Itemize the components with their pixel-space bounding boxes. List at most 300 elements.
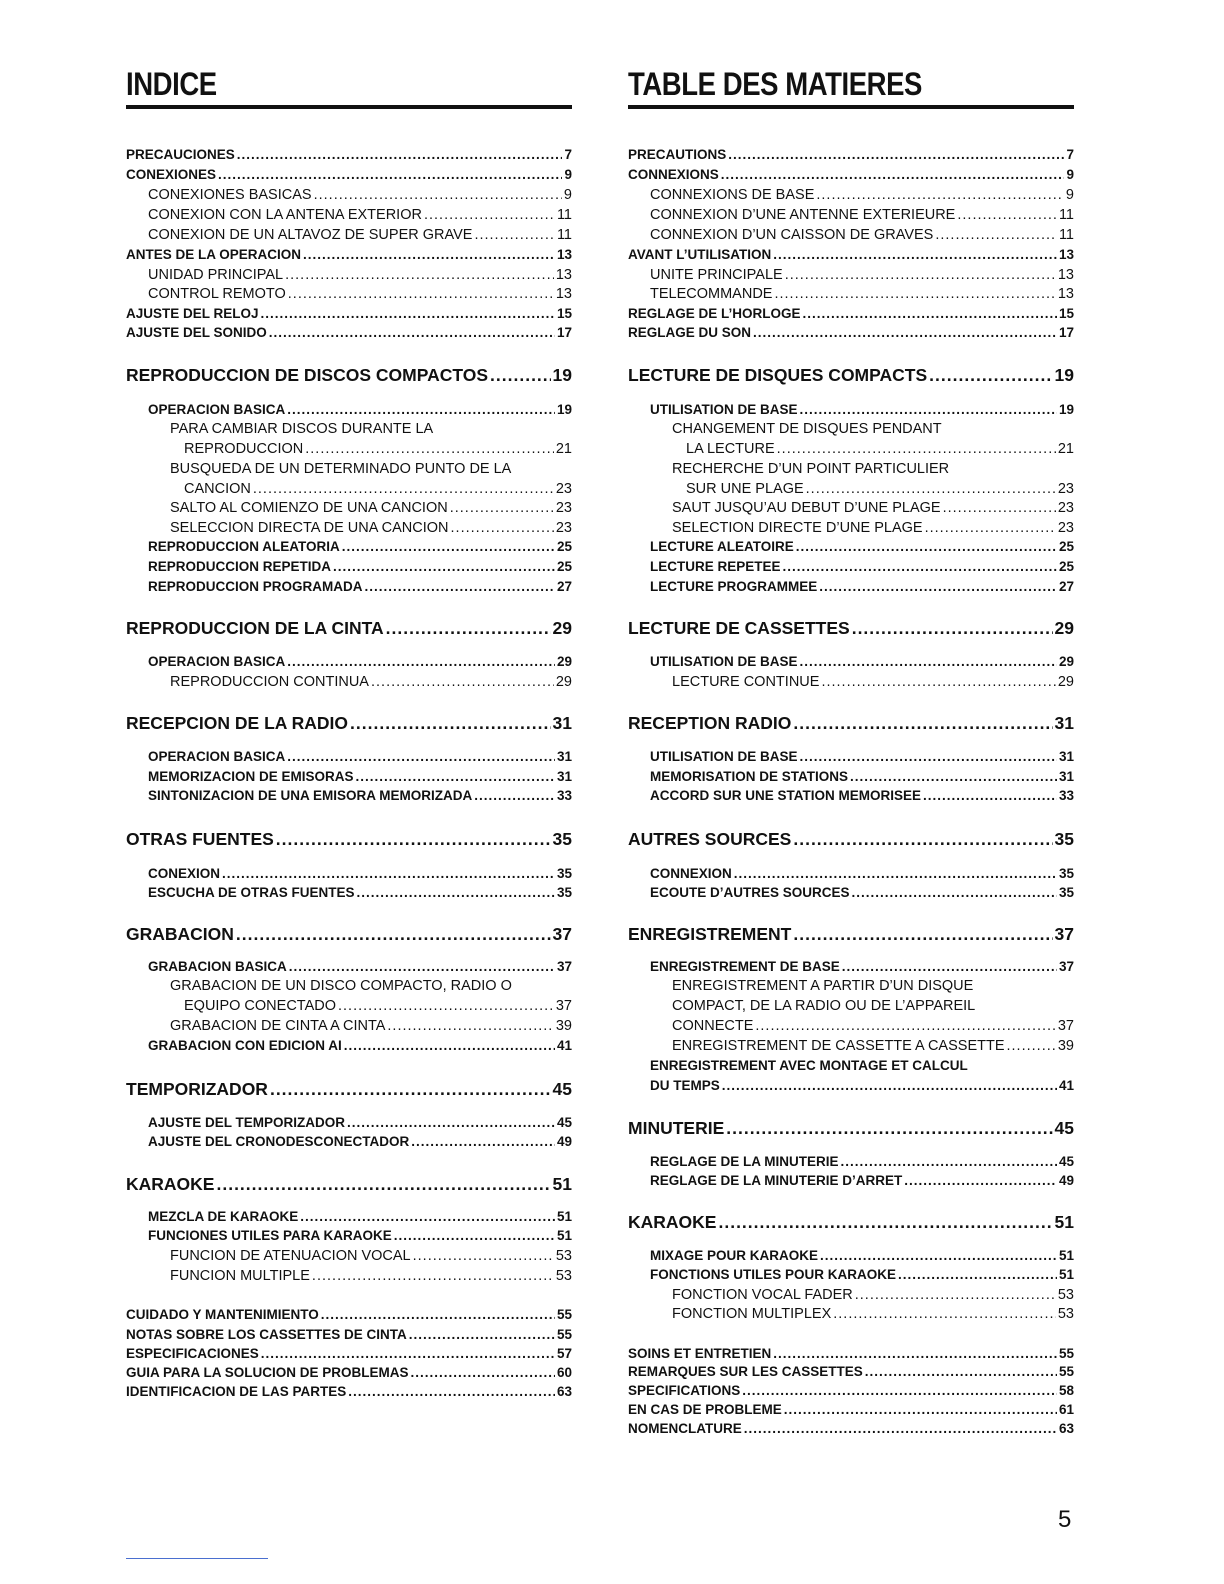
toc-dot-leader bbox=[253, 479, 554, 499]
toc-entry-title: LECTURE REPETEE bbox=[650, 559, 781, 574]
toc-entry-title: TEMPORIZADOR bbox=[126, 1079, 268, 1099]
toc-page-number: 19 bbox=[552, 365, 572, 385]
toc-dot-leader bbox=[287, 652, 555, 672]
toc-entry bbox=[650, 786, 1074, 806]
toc-dot-leader bbox=[218, 165, 562, 185]
toc-section-heading bbox=[628, 922, 1074, 946]
toc-entry bbox=[650, 265, 1074, 285]
toc-dot-leader bbox=[833, 1304, 1056, 1324]
toc-dot-leader bbox=[269, 323, 555, 343]
toc-page-number: 51 bbox=[1054, 1212, 1074, 1232]
toc-entry-title: REMARQUES SUR LES CASSETTES bbox=[628, 1364, 863, 1379]
toc-entry-title: FUNCION MULTIPLE bbox=[170, 1268, 310, 1284]
toc-dot-leader bbox=[237, 145, 563, 165]
toc-page-number: 51 bbox=[1058, 1248, 1074, 1263]
toc-entry bbox=[148, 205, 572, 225]
toc-dot-leader bbox=[261, 304, 555, 324]
toc-entry-title: OPERACION BASICA bbox=[148, 654, 286, 669]
toc-dot-leader bbox=[450, 498, 554, 518]
toc-entry-title: MEMORIZACION DE EMISORAS bbox=[148, 769, 354, 784]
toc-entry-title: GRABACION bbox=[126, 924, 234, 944]
toc-dot-leader bbox=[852, 616, 1053, 640]
toc-entry-title: OPERACION BASICA bbox=[148, 749, 286, 764]
toc-page-number: 25 bbox=[1058, 539, 1074, 554]
toc-page-number: 25 bbox=[556, 539, 572, 554]
toc-entry-title: KARAOKE bbox=[126, 1174, 215, 1194]
toc-dot-leader bbox=[777, 439, 1056, 459]
toc-entry-title: AJUSTE DEL RELOJ bbox=[126, 306, 259, 321]
toc-dot-leader bbox=[783, 557, 1057, 577]
toc-entry bbox=[126, 245, 572, 265]
toc-page-number: 31 bbox=[1058, 769, 1074, 784]
toc-page-number: 45 bbox=[552, 1079, 572, 1099]
toc-dot-leader bbox=[474, 225, 555, 245]
toc-entry bbox=[650, 747, 1074, 767]
toc-entry-title: ENREGISTREMENT A PARTIR D’UN DISQUE bbox=[672, 978, 974, 994]
toc-dot-leader bbox=[270, 1077, 551, 1101]
toc-entry-title: LECTURE DE DISQUES COMPACTS bbox=[628, 365, 928, 385]
toc-dot-leader bbox=[816, 185, 1064, 205]
toc-dot-leader bbox=[957, 205, 1057, 225]
toc-dot-leader bbox=[303, 245, 555, 265]
toc-entry-title: SELECTION DIRECTE D’UNE PLAGE bbox=[672, 520, 923, 536]
toc-entry bbox=[148, 1226, 572, 1246]
toc-entry bbox=[148, 652, 572, 672]
footer-rule bbox=[126, 1558, 268, 1559]
toc-dot-leader bbox=[216, 1172, 550, 1196]
toc-entry-title: PARA CAMBIAR DISCOS DURANTE LA bbox=[170, 421, 434, 437]
toc-dot-leader bbox=[819, 577, 1057, 597]
toc-dot-leader bbox=[855, 1285, 1056, 1305]
toc-entry-title: AJUSTE DEL CRONODESCONECTADOR bbox=[148, 1134, 410, 1149]
toc-dot-leader bbox=[357, 883, 555, 903]
toc-dot-leader bbox=[474, 786, 555, 806]
toc-page-number: 31 bbox=[556, 749, 572, 764]
toc-dot-leader bbox=[800, 400, 1057, 420]
toc-entry-title: MEMORISATION DE STATIONS bbox=[650, 769, 848, 784]
toc-page-number: 19 bbox=[1058, 402, 1074, 417]
toc-dot-leader bbox=[321, 1305, 555, 1325]
toc-dot-leader bbox=[411, 1132, 555, 1152]
toc-entry bbox=[126, 1344, 572, 1364]
toc-entry bbox=[170, 976, 572, 996]
toc-entry bbox=[126, 1382, 572, 1402]
toc-entry bbox=[170, 498, 572, 518]
toc-entry-title: UTILISATION DE BASE bbox=[650, 402, 798, 417]
toc-dot-leader bbox=[356, 767, 555, 787]
toc-dot-leader bbox=[865, 1362, 1057, 1382]
toc-dot-leader bbox=[342, 537, 555, 557]
toc-dot-leader bbox=[411, 1363, 555, 1383]
toc-dot-leader bbox=[371, 672, 554, 692]
toc-dot-leader bbox=[726, 1116, 1052, 1140]
toc-entry-title: CONEXIONES BASICAS bbox=[148, 187, 312, 203]
toc-page-number: 29 bbox=[556, 654, 572, 669]
toc-dot-leader bbox=[312, 1266, 554, 1286]
toc-page-number: 15 bbox=[1058, 306, 1074, 321]
toc-dot-leader bbox=[722, 1076, 1057, 1096]
toc-entry bbox=[148, 185, 572, 205]
toc-entry-title: AVANT L’UTILISATION bbox=[628, 247, 772, 262]
toc-page-number: 23 bbox=[555, 520, 572, 536]
toc-page-number: 35 bbox=[1058, 866, 1074, 881]
toc-dot-leader bbox=[451, 518, 554, 538]
toc-entry bbox=[126, 1363, 572, 1383]
toc-page-number: 39 bbox=[1057, 1038, 1074, 1054]
toc-entry bbox=[628, 165, 1074, 185]
toc-page-number: 53 bbox=[1057, 1306, 1074, 1322]
toc-page-number: 51 bbox=[556, 1209, 572, 1224]
toc-page-number: 11 bbox=[1058, 207, 1074, 223]
toc-entry bbox=[672, 459, 1074, 479]
toc-section-heading bbox=[628, 363, 1074, 387]
toc-dot-leader bbox=[350, 711, 551, 735]
toc-dot-leader bbox=[261, 1344, 555, 1364]
toc-entry bbox=[148, 537, 572, 557]
toc-page-number: 7 bbox=[564, 147, 572, 162]
toc-entry bbox=[126, 1305, 572, 1325]
toc-entry bbox=[672, 1036, 1074, 1056]
toc-entry bbox=[126, 1325, 572, 1345]
toc-entry bbox=[650, 864, 1074, 884]
toc-dot-leader bbox=[850, 767, 1057, 787]
toc-entry bbox=[650, 1246, 1074, 1266]
toc-entry-title: FUNCION DE ATENUACION VOCAL bbox=[170, 1248, 411, 1264]
toc-page-number: 31 bbox=[556, 769, 572, 784]
toc-entry-title: ENREGISTREMENT AVEC MONTAGE ET CALCUL bbox=[650, 1058, 968, 1073]
toc-entry bbox=[170, 1246, 572, 1266]
page-number: 5 bbox=[1058, 1506, 1072, 1533]
toc-page-number: 57 bbox=[556, 1346, 572, 1361]
toc-page-number: 45 bbox=[556, 1115, 572, 1130]
toc-page-number: 9 bbox=[1066, 167, 1074, 182]
toc-page-number: 29 bbox=[1054, 618, 1074, 638]
toc-page-number: 25 bbox=[1058, 559, 1074, 574]
toc-dot-leader bbox=[490, 363, 551, 387]
toc-page-number: 55 bbox=[1058, 1346, 1074, 1361]
toc-entry-title: FONCTION VOCAL FADER bbox=[672, 1287, 853, 1303]
toc-entry-title: PRECAUTIONS bbox=[628, 147, 727, 162]
toc-page-number: 11 bbox=[1058, 227, 1074, 243]
toc-page-number: 23 bbox=[555, 500, 572, 516]
toc-entry-title: GRABACION BASICA bbox=[148, 959, 287, 974]
toc-entry bbox=[672, 996, 1074, 1016]
toc-entry-title: UTILISATION DE BASE bbox=[650, 749, 798, 764]
toc-entry bbox=[628, 145, 1074, 165]
toc-entry-title: CONEXION CON LA ANTENA EXTERIOR bbox=[148, 207, 422, 223]
toc-dot-leader bbox=[842, 957, 1057, 977]
toc-dot-leader bbox=[285, 265, 554, 285]
toc-dot-leader bbox=[785, 265, 1056, 285]
toc-entry-title: RECEPCION DE LA RADIO bbox=[126, 713, 349, 733]
toc-page-number: 11 bbox=[556, 227, 572, 243]
toc-page-number: 29 bbox=[1058, 654, 1074, 669]
toc-entry-title: REGLAGE DE LA MINUTERIE bbox=[650, 1154, 839, 1169]
toc-entry-title: MIXAGE POUR KARAOKE bbox=[650, 1248, 819, 1263]
toc-section-heading bbox=[628, 616, 1074, 640]
toc-entry bbox=[650, 400, 1074, 420]
toc-entry-title: CONTROL REMOTO bbox=[148, 286, 286, 302]
toc-entry-title: ESCUCHA DE OTRAS FUENTES bbox=[148, 885, 355, 900]
toc-dot-leader bbox=[793, 827, 1052, 851]
toc-entry-title: CONNECTE bbox=[672, 1018, 754, 1034]
toc-page-number: 31 bbox=[1058, 749, 1074, 764]
toc-dot-leader bbox=[413, 1246, 554, 1266]
toc-dot-leader bbox=[852, 883, 1057, 903]
toc-entry-title: OPERACION BASICA bbox=[148, 402, 286, 417]
toc-entry-title: REPRODUCCION REPETIDA bbox=[148, 559, 332, 574]
toc-entry bbox=[170, 518, 572, 538]
toc-page-number: 13 bbox=[1057, 267, 1074, 283]
toc-entry bbox=[628, 1362, 1074, 1382]
toc-entry bbox=[148, 883, 572, 903]
toc-entry-title: CONNEXIONS DE BASE bbox=[650, 187, 815, 203]
toc-dot-leader bbox=[347, 1113, 555, 1133]
toc-page-number: 33 bbox=[1058, 788, 1074, 803]
toc-entry-title: ANTES DE LA OPERACION bbox=[126, 247, 302, 262]
toc-page-number: 23 bbox=[1057, 481, 1074, 497]
toc-section-heading bbox=[126, 616, 572, 640]
toc-entry bbox=[650, 1152, 1074, 1172]
toc-entry bbox=[628, 304, 1074, 324]
toc-page-number: 33 bbox=[556, 788, 572, 803]
toc-dot-leader bbox=[734, 864, 1057, 884]
toc-page-number: 60 bbox=[556, 1365, 572, 1380]
toc-page-number: 37 bbox=[1054, 924, 1074, 944]
toc-page-number: 45 bbox=[1054, 1118, 1074, 1138]
toc-entry-title: SINTONIZACION DE UNA EMISORA MEMORIZADA bbox=[148, 788, 473, 803]
toc-dot-leader bbox=[314, 185, 562, 205]
toc-page-number: 23 bbox=[1057, 520, 1074, 536]
toc-entry bbox=[184, 996, 572, 1016]
toc-page-number: 39 bbox=[555, 1018, 572, 1034]
toc-entry bbox=[148, 400, 572, 420]
toc-entry-title: EQUIPO CONECTADO bbox=[184, 998, 336, 1014]
toc-entry-title: ENREGISTREMENT DE CASSETTE A CASSETTE bbox=[672, 1038, 1005, 1054]
toc-page-number: 21 bbox=[1057, 441, 1074, 457]
toc-entry-title: LECTURE DE CASSETTES bbox=[628, 618, 850, 638]
toc-page-number: 35 bbox=[556, 885, 572, 900]
toc-entry bbox=[184, 479, 572, 499]
toc-dot-leader bbox=[333, 557, 555, 577]
toc-page-number: 25 bbox=[556, 559, 572, 574]
toc-entry-title: REPRODUCCION CONTINUA bbox=[170, 674, 369, 690]
toc-entry-title: SOINS ET ENTRETIEN bbox=[628, 1346, 772, 1361]
toc-page-number: 51 bbox=[552, 1174, 572, 1194]
toc-entry bbox=[170, 1016, 572, 1036]
toc-page-number: 55 bbox=[556, 1307, 572, 1322]
toc-dot-leader bbox=[925, 518, 1056, 538]
toc-entry-title: OTRAS FUENTES bbox=[126, 829, 274, 849]
toc-entry bbox=[650, 767, 1074, 787]
toc-entry-title: RECEPTION RADIO bbox=[628, 713, 792, 733]
toc-entry-title: IDENTIFICACION DE LAS PARTES bbox=[126, 1384, 347, 1399]
toc-entry bbox=[672, 976, 1074, 996]
toc-dot-leader bbox=[755, 1016, 1055, 1036]
toc-entry bbox=[126, 165, 572, 185]
toc-dot-leader bbox=[800, 652, 1057, 672]
toc-page-number: 37 bbox=[1058, 959, 1074, 974]
toc-page-number: 53 bbox=[1057, 1287, 1074, 1303]
toc-entry-title: CUIDADO Y MANTENIMIENTO bbox=[126, 1307, 319, 1322]
toc-entry bbox=[650, 957, 1074, 977]
toc-page-number: 9 bbox=[564, 167, 572, 182]
toc-dot-leader bbox=[287, 747, 555, 767]
toc-page-number: 51 bbox=[556, 1228, 572, 1243]
toc-entry bbox=[628, 245, 1074, 265]
toc-entry-title: RECHERCHE D’UN POINT PARTICULIER bbox=[672, 461, 950, 477]
toc-entry bbox=[650, 652, 1074, 672]
toc-page-number: 55 bbox=[556, 1327, 572, 1342]
toc-page-number: 29 bbox=[552, 618, 572, 638]
toc-entry bbox=[672, 672, 1074, 692]
toc-entry-title: UTILISATION DE BASE bbox=[650, 654, 798, 669]
toc-entry bbox=[170, 672, 572, 692]
toc-dot-leader bbox=[276, 827, 551, 851]
toc-entry bbox=[650, 205, 1074, 225]
toc-entry-title: REPRODUCCION bbox=[184, 441, 304, 457]
toc-entry-title: SAUT JUSQU’AU DEBUT D’UNE PLAGE bbox=[672, 500, 941, 516]
toc-entry-title: CONNEXION D’UNE ANTENNE EXTERIEURE bbox=[650, 207, 956, 223]
toc-entry-title: EN CAS DE PROBLEME bbox=[628, 1402, 782, 1417]
toc-page-number: 61 bbox=[1058, 1402, 1074, 1417]
toc-page-number: 35 bbox=[1058, 885, 1074, 900]
toc-page-number: 13 bbox=[555, 267, 572, 283]
toc-dot-leader bbox=[300, 1207, 555, 1227]
toc-page-number: 23 bbox=[555, 481, 572, 497]
toc-page-number: 41 bbox=[1058, 1078, 1074, 1093]
toc-page-number: 29 bbox=[1057, 674, 1074, 690]
toc-dot-leader bbox=[796, 537, 1057, 557]
toc-dot-leader bbox=[929, 363, 1052, 387]
toc-page-number: 49 bbox=[556, 1134, 572, 1149]
toc-entry-title: PRECAUCIONES bbox=[126, 147, 235, 162]
toc-page-number: 13 bbox=[1057, 286, 1074, 302]
toc-entry bbox=[148, 557, 572, 577]
toc-entry-title: FONCTIONS UTILES POUR KARAOKE bbox=[650, 1267, 897, 1282]
toc-dot-leader bbox=[344, 1036, 555, 1056]
toc-section-heading bbox=[628, 1210, 1074, 1234]
toc-page-number: 51 bbox=[1058, 1267, 1074, 1282]
toc-entry-title: ENREGISTREMENT bbox=[628, 924, 792, 944]
toc-entry-title: REPRODUCCION PROGRAMADA bbox=[148, 579, 363, 594]
toc-entry bbox=[686, 439, 1074, 459]
toc-page-number: 19 bbox=[1054, 365, 1074, 385]
toc-entry-title: SPECIFICATIONS bbox=[628, 1383, 741, 1398]
toc-entry-title: ENREGISTREMENT DE BASE bbox=[650, 959, 840, 974]
toc-entry-title: BUSQUEDA DE UN DETERMINADO PUNTO DE LA bbox=[170, 461, 512, 477]
toc-entry bbox=[672, 518, 1074, 538]
toc-dot-leader bbox=[753, 323, 1057, 343]
toc-page-number: 49 bbox=[1058, 1173, 1074, 1188]
toc-entry bbox=[184, 439, 572, 459]
toc-page-number: 58 bbox=[1058, 1383, 1074, 1398]
toc-entry-title: SALTO AL COMIENZO DE UNA CANCION bbox=[170, 500, 448, 516]
toc-page-number: 53 bbox=[555, 1268, 572, 1284]
toc-dot-leader bbox=[793, 922, 1052, 946]
toc-entry-title: ACCORD SUR UNE STATION MEMORISEE bbox=[650, 788, 922, 803]
toc-entry bbox=[650, 1076, 1074, 1096]
toc-dot-leader bbox=[1007, 1036, 1056, 1056]
toc-entry-title: LECTURE CONTINUE bbox=[672, 674, 820, 690]
toc-entry-title: CONNEXION bbox=[650, 866, 732, 881]
toc-dot-leader bbox=[236, 922, 551, 946]
toc-entry bbox=[148, 225, 572, 245]
toc-entry bbox=[148, 1113, 572, 1133]
toc-page-number: 27 bbox=[1058, 579, 1074, 594]
toc-entry bbox=[126, 304, 572, 324]
toc-dot-leader bbox=[898, 1265, 1057, 1285]
toc-page-number: 41 bbox=[556, 1038, 572, 1053]
toc-entry bbox=[672, 1285, 1074, 1305]
toc-dot-leader bbox=[721, 165, 1065, 185]
toc-page-number: 37 bbox=[1057, 1018, 1074, 1034]
toc-page-number: 31 bbox=[1054, 713, 1074, 733]
toc-section-heading bbox=[126, 711, 572, 735]
toc-dot-leader bbox=[424, 205, 555, 225]
toc-section-heading bbox=[628, 711, 1074, 735]
toc-entry bbox=[650, 557, 1074, 577]
toc-entry-title: COMPACT, DE LA RADIO OU DE L’APPAREIL bbox=[672, 998, 976, 1014]
toc-dot-leader bbox=[923, 786, 1057, 806]
toc-entry bbox=[628, 323, 1074, 343]
toc-page-number: 53 bbox=[555, 1248, 572, 1264]
toc-entry bbox=[148, 957, 572, 977]
toc-page-number: 55 bbox=[1058, 1364, 1074, 1379]
toc-dot-leader bbox=[744, 1419, 1057, 1439]
toc-entry bbox=[126, 323, 572, 343]
toc-page-number: 17 bbox=[1058, 325, 1074, 340]
toc-entry-title: REPRODUCCION DE DISCOS COMPACTOS bbox=[126, 365, 489, 385]
toc-entry bbox=[148, 265, 572, 285]
toc-entry-title: GRABACION DE CINTA A CINTA bbox=[170, 1018, 386, 1034]
toc-entry bbox=[650, 1171, 1074, 1191]
toc-page-number: 45 bbox=[1058, 1154, 1074, 1169]
toc-entry bbox=[628, 1419, 1074, 1439]
toc-page-number: 35 bbox=[1054, 829, 1074, 849]
toc-dot-leader bbox=[774, 284, 1055, 304]
toc-dot-leader bbox=[773, 1344, 1057, 1364]
toc-dot-leader bbox=[287, 400, 555, 420]
toc-section-heading bbox=[126, 922, 572, 946]
title-rule bbox=[628, 105, 1074, 109]
toc-dot-leader bbox=[803, 304, 1057, 324]
toc-entry-title: SUR UNE PLAGE bbox=[686, 481, 804, 497]
toc-entry bbox=[650, 1265, 1074, 1285]
toc-entry-title: TELECOMMANDE bbox=[650, 286, 773, 302]
toc-page-number: 15 bbox=[556, 306, 572, 321]
toc-entry-title: GRABACION DE UN DISCO COMPACTO, RADIO O bbox=[170, 978, 512, 994]
toc-dot-leader bbox=[288, 284, 554, 304]
toc-entry bbox=[148, 786, 572, 806]
toc-entry-title: REPRODUCCION DE LA CINTA bbox=[126, 618, 384, 638]
toc-page-number: 37 bbox=[555, 998, 572, 1014]
toc-entry-title: UNITE PRINCIPALE bbox=[650, 267, 783, 283]
toc-dot-leader bbox=[305, 439, 554, 459]
toc-dot-leader bbox=[348, 1382, 555, 1402]
toc-entry bbox=[148, 1036, 572, 1056]
toc-section-heading bbox=[126, 1077, 572, 1101]
toc-entry-title: NOMENCLATURE bbox=[628, 1421, 742, 1436]
toc-page-number: 35 bbox=[552, 829, 572, 849]
toc-entry-title: MINUTERIE bbox=[628, 1118, 725, 1138]
toc-page-number: 21 bbox=[555, 441, 572, 457]
toc-entry-title: REPRODUCCION ALEATORIA bbox=[148, 539, 340, 554]
toc-dot-leader bbox=[718, 1210, 1052, 1234]
toc-entry bbox=[170, 419, 572, 439]
toc-section-heading bbox=[126, 1172, 572, 1196]
toc-section-heading bbox=[126, 363, 572, 387]
